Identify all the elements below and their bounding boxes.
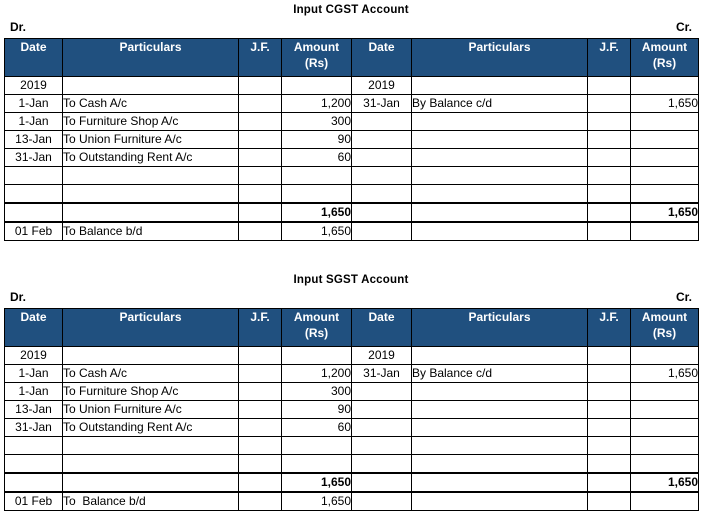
cell-debit-amount [282, 185, 352, 204]
cell-credit-amount [631, 167, 699, 185]
cell-debit-amount [282, 347, 352, 365]
cell-debit-date: 13-Jan [5, 401, 63, 419]
cell-credit-amount: 1,650 [631, 365, 699, 383]
cell-credit-particulars [412, 383, 588, 401]
col-header-credit-date: Date [352, 39, 412, 77]
cell-debit-jf [239, 437, 282, 455]
cell-debit-date: 2019 [5, 347, 63, 365]
cell-debit-particulars [63, 167, 239, 185]
cell-bd-debit-particulars: To Balance b/d [63, 492, 239, 511]
table-row [5, 455, 699, 474]
cell-debit-date [5, 437, 63, 455]
cell-credit-amount [631, 437, 699, 455]
cell-credit-jf [588, 419, 631, 437]
cell-credit-jf [588, 167, 631, 185]
cell-debit-date: 2019 [5, 77, 63, 95]
cell-credit-particulars [412, 167, 588, 185]
cell-debit-amount: 300 [282, 113, 352, 131]
cell-total-debit-date [5, 473, 63, 492]
table-row [5, 131, 699, 149]
cell-credit-date [352, 113, 412, 131]
cell-total-credit-jf [588, 203, 631, 222]
cell-credit-date [352, 185, 412, 204]
table-body-sgst [5, 347, 699, 511]
cell-credit-particulars [412, 113, 588, 131]
table-row [5, 95, 699, 113]
cell-bd-credit-jf [588, 492, 631, 511]
cell-debit-date: 1-Jan [5, 95, 63, 113]
col-header-credit-jf: J.F. [588, 309, 631, 347]
cell-debit-amount [282, 455, 352, 474]
col-header-debit-amount: Amount (Rs) [282, 309, 352, 347]
cell-credit-particulars [412, 131, 588, 149]
cell-credit-particulars [412, 77, 588, 95]
totals-row [5, 203, 699, 222]
cell-bd-debit-date: 01 Feb [5, 222, 63, 241]
cell-credit-particulars: By Balance c/d [412, 365, 588, 383]
table-header-sgst [5, 309, 699, 347]
cell-bd-debit-particulars: To Balance b/d [63, 222, 239, 241]
cell-credit-date [352, 167, 412, 185]
cell-credit-amount [631, 185, 699, 204]
cell-debit-jf [239, 419, 282, 437]
cell-total-debit-particulars [63, 473, 239, 492]
cell-debit-particulars [63, 77, 239, 95]
header-row [5, 39, 699, 77]
cell-credit-jf [588, 401, 631, 419]
cell-debit-particulars [63, 347, 239, 365]
table-row [5, 77, 699, 95]
col-header-debit-particulars: Particulars [63, 309, 239, 347]
cell-debit-amount: 1,200 [282, 95, 352, 113]
cell-debit-particulars [63, 437, 239, 455]
cell-debit-date [5, 455, 63, 474]
col-header-debit-date: Date [5, 309, 63, 347]
ledger-table-cgst [4, 38, 699, 241]
ledger-block-sgst [0, 270, 702, 511]
cell-debit-jf [239, 401, 282, 419]
table-row [5, 383, 699, 401]
cell-total-credit-date [352, 473, 412, 492]
cell-credit-particulars [412, 347, 588, 365]
cell-total-debit-amount: 1,650 [282, 203, 352, 222]
cell-debit-jf [239, 455, 282, 474]
cell-bd-debit-amount: 1,650 [282, 222, 352, 241]
cell-credit-jf [588, 113, 631, 131]
table-body-cgst [5, 77, 699, 241]
col-header-credit-date: Date [352, 309, 412, 347]
cell-credit-jf [588, 185, 631, 204]
cell-credit-date: 2019 [352, 347, 412, 365]
cell-total-debit-particulars [63, 203, 239, 222]
cell-credit-amount [631, 419, 699, 437]
cell-debit-amount [282, 167, 352, 185]
table-row [5, 113, 699, 131]
cell-debit-jf [239, 347, 282, 365]
cell-credit-jf [588, 383, 631, 401]
cell-debit-amount: 60 [282, 149, 352, 167]
cell-credit-date: 2019 [352, 77, 412, 95]
cell-credit-amount [631, 77, 699, 95]
cell-bd-debit-date: 01 Feb [5, 492, 63, 511]
ledger-table-sgst [4, 308, 699, 511]
col-header-debit-amount: Amount (Rs) [282, 39, 352, 77]
cell-debit-particulars: To Outstanding Rent A/c [63, 419, 239, 437]
cell-bd-debit-jf [239, 222, 282, 241]
cell-credit-amount [631, 113, 699, 131]
table-row [5, 347, 699, 365]
balance-brought-down-row [5, 222, 699, 241]
cell-total-credit-particulars [412, 473, 588, 492]
cell-bd-credit-amount [631, 492, 699, 511]
cell-credit-date [352, 149, 412, 167]
table-header-cgst [5, 39, 699, 77]
table-row [5, 149, 699, 167]
cell-bd-credit-particulars [412, 222, 588, 241]
cell-credit-date [352, 455, 412, 474]
cell-credit-particulars [412, 149, 588, 167]
cell-credit-jf [588, 95, 631, 113]
col-header-credit-particulars: Particulars [412, 309, 588, 347]
ledger-title-cgst: Input CGST Account [293, 4, 409, 16]
cell-bd-credit-date [352, 492, 412, 511]
cell-credit-date: 31-Jan [352, 95, 412, 113]
cell-credit-particulars [412, 401, 588, 419]
cell-total-debit-date [5, 203, 63, 222]
cell-credit-date [352, 437, 412, 455]
cell-debit-particulars: To Furniture Shop A/c [63, 383, 239, 401]
col-header-credit-amount: Amount (Rs) [631, 309, 699, 347]
cell-credit-jf [588, 365, 631, 383]
cell-debit-jf [239, 113, 282, 131]
cell-debit-amount: 60 [282, 419, 352, 437]
cell-debit-date: 31-Jan [5, 419, 63, 437]
cell-debit-jf [239, 365, 282, 383]
cell-total-debit-jf [239, 203, 282, 222]
cell-total-credit-particulars [412, 203, 588, 222]
totals-row [5, 473, 699, 492]
ledger-title-sgst: Input SGST Account [293, 274, 409, 286]
cell-debit-amount [282, 437, 352, 455]
cell-debit-jf [239, 149, 282, 167]
header-row [5, 309, 699, 347]
col-header-debit-date: Date [5, 39, 63, 77]
cell-credit-date [352, 131, 412, 149]
debit-label-cgst: Dr. [10, 20, 27, 34]
cell-debit-date: 1-Jan [5, 383, 63, 401]
cell-debit-date: 1-Jan [5, 365, 63, 383]
table-row [5, 437, 699, 455]
cell-debit-jf [239, 167, 282, 185]
cell-credit-amount [631, 401, 699, 419]
cell-debit-jf [239, 95, 282, 113]
cell-bd-credit-jf [588, 222, 631, 241]
cell-credit-date [352, 401, 412, 419]
cell-credit-particulars [412, 419, 588, 437]
cell-debit-particulars [63, 185, 239, 204]
col-header-debit-jf: J.F. [239, 309, 282, 347]
table-row [5, 167, 699, 185]
cell-total-credit-jf [588, 473, 631, 492]
cell-total-debit-jf [239, 473, 282, 492]
cell-credit-particulars [412, 185, 588, 204]
cell-credit-date [352, 419, 412, 437]
cell-debit-particulars: To Outstanding Rent A/c [63, 149, 239, 167]
cell-debit-amount [282, 77, 352, 95]
cell-total-credit-amount: 1,650 [631, 203, 699, 222]
cell-total-credit-amount: 1,650 [631, 473, 699, 492]
ledger-block-cgst [0, 0, 702, 241]
cell-debit-jf [239, 131, 282, 149]
cell-debit-amount: 300 [282, 383, 352, 401]
table-row [5, 401, 699, 419]
col-header-debit-particulars: Particulars [63, 39, 239, 77]
cell-debit-date [5, 185, 63, 204]
cell-debit-particulars: To Cash A/c [63, 95, 239, 113]
balance-brought-down-row [5, 492, 699, 511]
cell-debit-jf [239, 383, 282, 401]
cell-debit-amount: 1,200 [282, 365, 352, 383]
cell-bd-debit-amount: 1,650 [282, 492, 352, 511]
col-header-credit-jf: J.F. [588, 39, 631, 77]
cell-debit-amount: 90 [282, 131, 352, 149]
cell-debit-amount: 90 [282, 401, 352, 419]
cell-credit-amount [631, 383, 699, 401]
table-row [5, 419, 699, 437]
cell-debit-jf [239, 185, 282, 204]
debit-credit-labels-sgst [0, 288, 702, 308]
col-header-credit-amount: Amount (Rs) [631, 39, 699, 77]
cell-credit-date: 31-Jan [352, 365, 412, 383]
cell-credit-amount [631, 347, 699, 365]
cell-debit-jf [239, 77, 282, 95]
cell-debit-date: 1-Jan [5, 113, 63, 131]
cell-credit-jf [588, 347, 631, 365]
cell-bd-credit-date [352, 222, 412, 241]
cell-debit-particulars: To Union Furniture A/c [63, 131, 239, 149]
cell-debit-particulars: To Cash A/c [63, 365, 239, 383]
cell-debit-date: 13-Jan [5, 131, 63, 149]
cell-total-credit-date [352, 203, 412, 222]
cell-credit-particulars [412, 437, 588, 455]
cell-credit-jf [588, 131, 631, 149]
col-header-debit-jf: J.F. [239, 39, 282, 77]
cell-bd-credit-particulars [412, 492, 588, 511]
table-row [5, 185, 699, 204]
table-row [5, 365, 699, 383]
cell-debit-particulars: To Furniture Shop A/c [63, 113, 239, 131]
cell-credit-particulars: By Balance c/d [412, 95, 588, 113]
cell-credit-jf [588, 149, 631, 167]
cell-credit-amount [631, 455, 699, 474]
cell-debit-date: 31-Jan [5, 149, 63, 167]
credit-label-sgst: Cr. [675, 290, 692, 304]
cell-total-debit-amount: 1,650 [282, 473, 352, 492]
cell-credit-jf [588, 77, 631, 95]
debit-credit-labels-cgst [0, 18, 702, 38]
cell-credit-jf [588, 437, 631, 455]
cell-bd-debit-jf [239, 492, 282, 511]
cell-credit-amount [631, 149, 699, 167]
credit-label-cgst: Cr. [675, 20, 692, 34]
cell-credit-date [352, 383, 412, 401]
cell-credit-particulars [412, 455, 588, 474]
debit-label-sgst: Dr. [10, 290, 27, 304]
cell-credit-amount [631, 131, 699, 149]
cell-bd-credit-amount [631, 222, 699, 241]
cell-credit-amount: 1,650 [631, 95, 699, 113]
cell-credit-jf [588, 455, 631, 474]
cell-debit-date [5, 167, 63, 185]
cell-debit-particulars: To Union Furniture A/c [63, 401, 239, 419]
col-header-credit-particulars: Particulars [412, 39, 588, 77]
cell-debit-particulars [63, 455, 239, 474]
